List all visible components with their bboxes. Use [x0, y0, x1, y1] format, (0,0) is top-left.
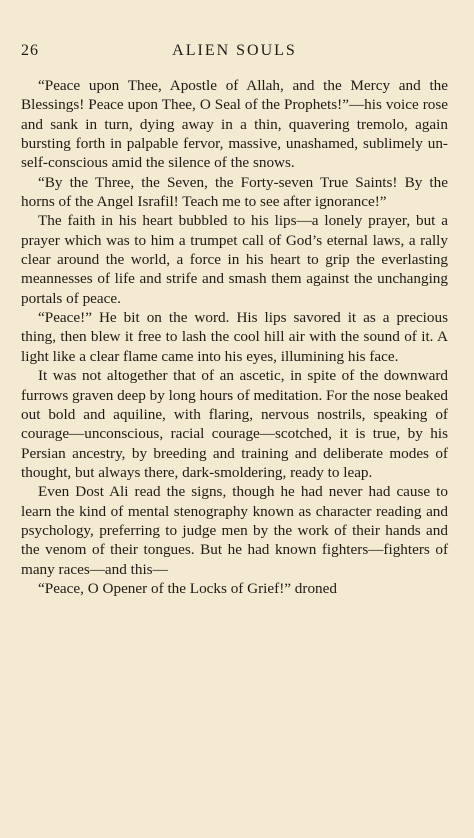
paragraph: The faith in his heart bubbled to his lips—a lonely prayer, but a prayer which was to him a trumpet call of God’s eternal laws, a rally clear around the world, a force in his heart to grip the everlasting meannesses of life and strife and smash them against the unchanging portals of peace.: [21, 212, 448, 307]
paragraph: “Peace!” He bit on the word. His lips savored it as a precious thing, then blew it free to lash the cool hill air with the sound of it. A light like a clear flame came into his eyes, illumining his face.: [21, 309, 448, 365]
paragraph: Even Dost Ali read the signs, though he had never had cause to learn the kind of mental stenography known as character reading and psychology, preferring to judge men by the work of their hands and the venom of their tongues. But he had known fighters—fighters of many races—and this—: [21, 483, 448, 578]
page-number: 26: [21, 42, 39, 59]
paragraph: “Peace, O Opener of the Locks of Grief!” droned: [38, 579, 337, 597]
running-head: [21, 42, 448, 64]
running-title: ALIEN SOULS: [172, 42, 297, 59]
paragraph: “By the Three, the Seven, the Forty-seven True Saints! By the horns of the Angel Israfil! Teach me to see after ignorance!”: [21, 173, 448, 211]
paragraph: “Peace upon Thee, Apostle of Allah, and the Mercy and the Blessings! Peace upon Thee, O Seal of the Prophets!”—his voice rose and sank in turn, dying away in a thin, quavering tremolo, again bursting forth in palpable fervor, massive, unashamed, sublimely un-self-conscious amid the silence of the snows.: [21, 77, 448, 172]
paragraph: It was not altogether that of an ascetic, in spite of the downward furrows graven deep by long hours of meditation. For the nose beaked out bold and aquiline, with flaring, nervous nostrils, speaking of courage—unconscious, racial courage—scotched, it is true, by his Persian ancestry, by breeding and training and deliberate modes of thought, but always there, dark-smoldering, ready to leap.: [21, 367, 448, 481]
body-text: [21, 76, 448, 598]
